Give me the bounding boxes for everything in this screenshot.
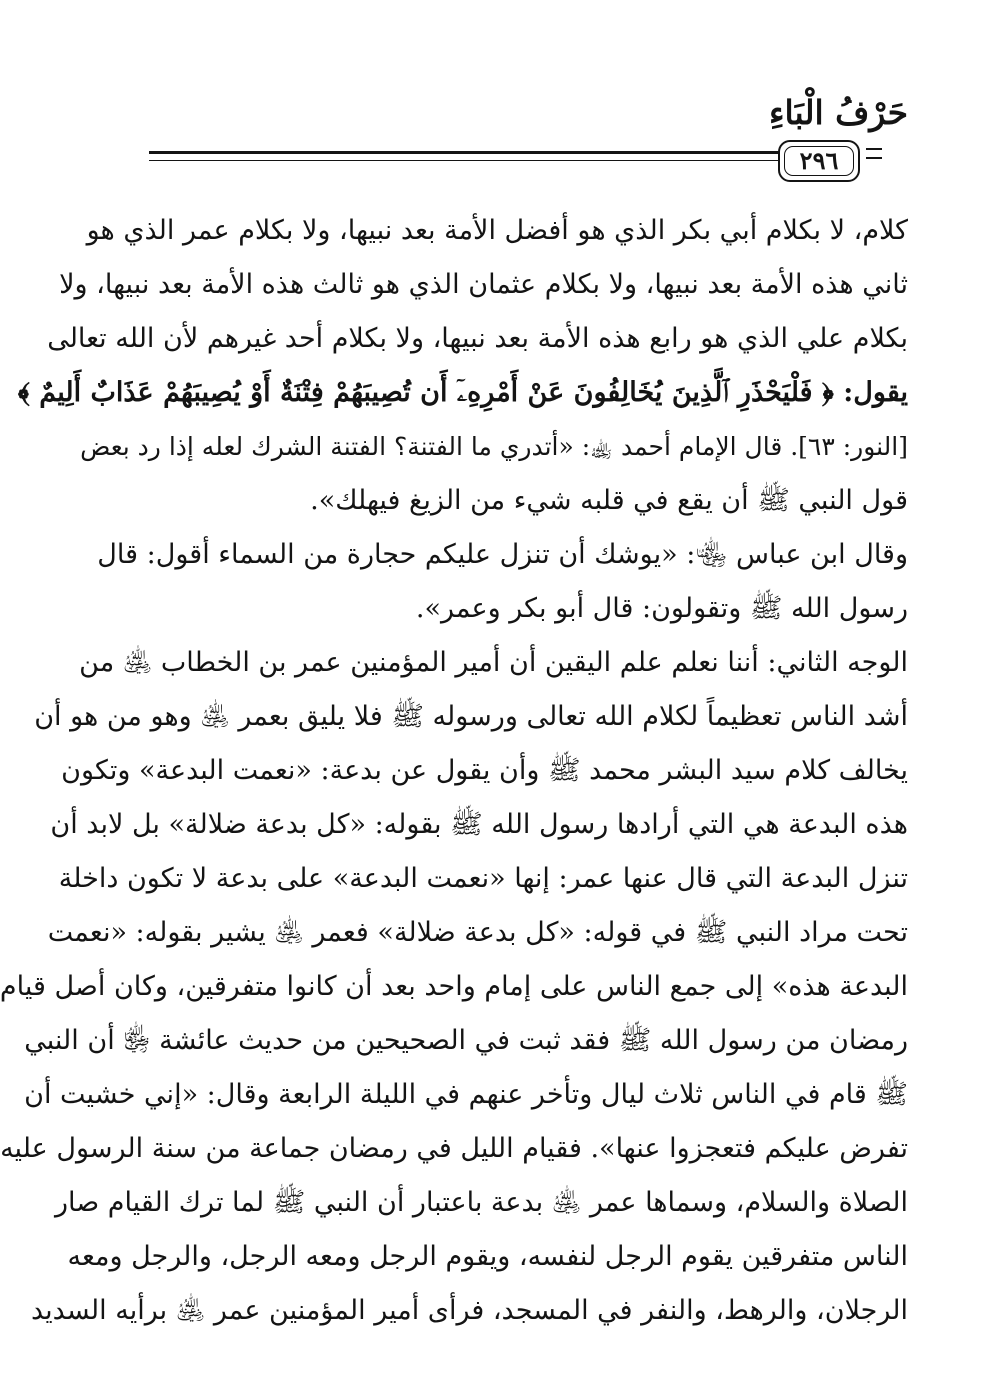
running-title: حَرْفُ الْبَاءِ xyxy=(768,93,908,132)
text-line-5: [النور: ٦٣]. قال الإمام أحمد ﵀: «أتدري ما الفتنة؟ الفتنة الشرك لعله إذا رد بعض xyxy=(80,432,908,461)
ornament-dash-icon xyxy=(866,148,882,162)
text-line-3: بكلام علي الذي هو رابع هذه الأمة بعد نبيها، ولا بكلام أحد غيرهم لأن الله تعالى xyxy=(47,323,908,354)
text-line-21: الرجلان، والرهط، والنفر في المسجد، فرأى أمير المؤمنين عمر ﵁ برأيه السديد xyxy=(30,1295,908,1326)
text-line-6: قول النبي ﷺ أن يقع في قلبه شيء من الزيغ فيهلك». xyxy=(310,485,908,516)
text-line-8: رسول الله ﷺ وتقولون: قال أبو بكر وعمر». xyxy=(415,593,908,624)
text-line-13: تنزل البدعة التي قال عنها عمر: إنها «نعمت البدعة» على بدعة لا تكون داخلة xyxy=(58,863,908,894)
text-line-12: هذه البدعة هي التي أرادها رسول الله ﷺ بقوله: «كل بدعة ضلالة» بل لابد أن xyxy=(50,809,908,840)
text-line-1: كلام، لا بكلام أبي بكر الذي هو أفضل الأمة بعد نبيها، ولا بكلام عمر الذي هو xyxy=(86,215,908,246)
text-line-19: الصلاة والسلام، وسماها عمر ﵁ بدعة باعتبار أن النبي ﷺ لما ترك القيام صار xyxy=(54,1187,908,1218)
text-line-10: أشد الناس تعظيماً لكلام الله تعالى ورسوله ﷺ فلا يليق بعمر ﵁ وهو من هو أن xyxy=(34,701,908,732)
text-line-11: يخالف كلام سيد البشر محمد ﷺ وأن يقول عن بدعة: «نعمت البدعة» وتكون xyxy=(61,755,908,786)
text-line-15: البدعة هذه» إلى جمع الناس على إمام واحد بعد أن كانوا متفرقين، وكان أصل قيام xyxy=(0,971,908,1002)
page-number-frame xyxy=(778,140,860,182)
page-number: ٢٩٦ xyxy=(799,146,839,175)
text-line-14: تحت مراد النبي ﷺ في قوله: «كل بدعة ضلالة» فعمر ﵁ يشير بقوله: «نعمت xyxy=(47,917,908,948)
header-rule-thin xyxy=(149,160,779,161)
quran-verse-line: يقول: ﴿ فَلْيَحْذَرِ ٱلَّذِينَ يُخَالِفُونَ عَنْ أَمْرِهِۦٓ أَن تُصِيبَهُمْ فِتْنَةٌ أَوْ يُصِيبَهُمْ عَذَابٌ أَلِيمٌ ﴾ xyxy=(17,377,908,408)
text-line-9: الوجه الثاني: أننا نعلم علم اليقين أن أمير المؤمنين عمر بن الخطاب ﵁ من xyxy=(79,647,908,678)
text-line-18: تفرض عليكم فتعجزوا عنها». فقيام الليل في رمضان جماعة من سنة الرسول عليه xyxy=(0,1133,908,1164)
text-line-20: الناس متفرقين يقوم الرجل لنفسه، ويقوم الرجل ومعه الرجل، والرجل ومعه xyxy=(67,1241,908,1272)
text-line-7: وقال ابن عباس ﵄: «يوشك أن تنزل عليكم حجارة من السماء أقول: قال xyxy=(97,539,908,570)
header-rule-thick xyxy=(149,151,779,154)
text-line-16: رمضان من رسول الله ﷺ فقد ثبت في الصحيحين من حديث عائشة ﵂ أن النبي xyxy=(24,1025,908,1056)
body-text xyxy=(0,204,908,1338)
text-line-2: ثاني هذه الأمة بعد نبيها، ولا بكلام عثمان الذي هو ثالث هذه الأمة بعد نبيها، ولا xyxy=(59,269,908,300)
text-line-17: ﷺ قام في الناس ثلاث ليال وتأخر عنهم في الليلة الرابعة وقال: «إني خشيت أن xyxy=(24,1079,908,1110)
